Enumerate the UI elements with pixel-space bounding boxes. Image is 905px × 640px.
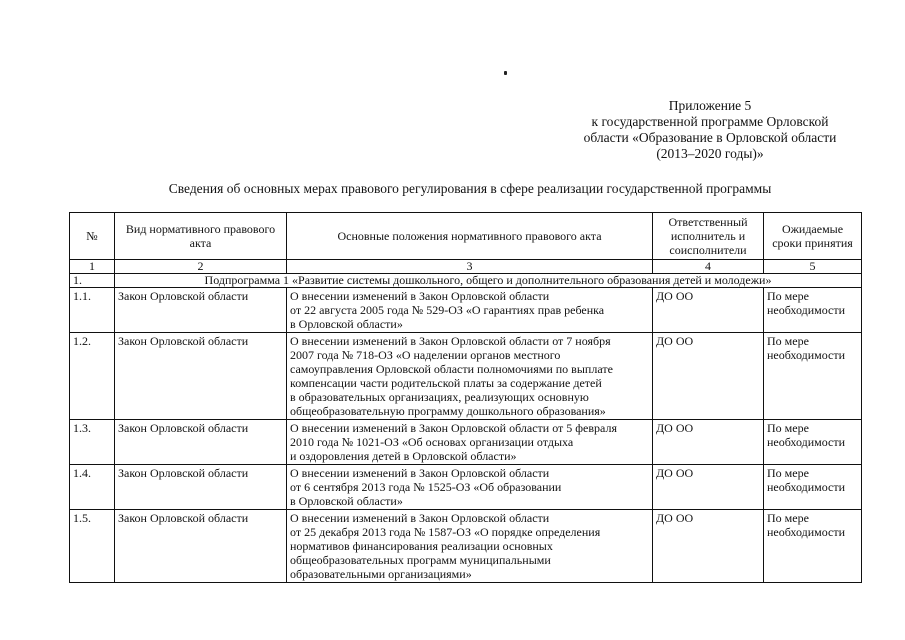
- row-provisions: О внесении изменений в Закон Орловской области от 22 августа 2005 года № 529-ОЗ «О гарантиях прав ребенка в Орловской области»: [287, 288, 653, 333]
- header-executor: Ответственный исполнитель и соисполнители: [653, 213, 764, 260]
- table-row: [70, 333, 862, 420]
- column-number-1: 1: [70, 260, 115, 274]
- row-deadline: По мере необходимости: [764, 420, 862, 465]
- row-act-type: Закон Орловской области: [115, 288, 287, 333]
- row-provisions: О внесении изменений в Закон Орловской области от 25 декабря 2013 года № 1587-ОЗ «О порядке определения нормативов финансирования реализации основных общеобразовательных программ муниципальными образовательными организациями»: [287, 510, 653, 583]
- appendix-line-4: (2013–2020 годы)»: [656, 146, 764, 161]
- document-heading: Сведения об основных мерах правового регулирования в сфере реализации государственной программы: [168, 181, 772, 196]
- table-row: [70, 288, 862, 333]
- scan-speck: [504, 71, 507, 75]
- row-act-type: Закон Орловской области: [115, 420, 287, 465]
- table-header-row: [70, 213, 862, 260]
- table-row: [70, 420, 862, 465]
- header-num: №: [70, 213, 115, 260]
- header-act-type: Вид нормативного правового акта: [115, 213, 287, 260]
- row-deadline: По мере необходимости: [764, 510, 862, 583]
- subprogram-num: 1.: [70, 274, 115, 288]
- row-act-type: Закон Орловской области: [115, 510, 287, 583]
- row-provisions: О внесении изменений в Закон Орловской области от 7 ноября 2007 года № 718-ОЗ «О наделении органов местного самоуправления Орловской области полномочиями по выплате компенсации части родительской платы за содержание детей в образовательных организациях, реализующих основную общеобразовательную программу дошкольного образования»: [287, 333, 653, 420]
- row-num: 1.3.: [70, 420, 115, 465]
- column-number-3: 3: [287, 260, 653, 274]
- row-provisions: О внесении изменений в Закон Орловской области от 6 сентября 2013 года № 1525-ОЗ «Об образовании в Орловской области»: [287, 465, 653, 510]
- row-act-type: Закон Орловской области: [115, 465, 287, 510]
- row-provisions: О внесении изменений в Закон Орловской области от 5 февраля 2010 года № 1021-ОЗ «Об основах организации отдыха и оздоровления детей в Орловской области»: [287, 420, 653, 465]
- row-executor: ДО ОО: [653, 333, 764, 420]
- column-number-2: 2: [115, 260, 287, 274]
- row-executor: ДО ОО: [653, 510, 764, 583]
- row-act-type: Закон Орловской области: [115, 333, 287, 420]
- row-executor: ДО ОО: [653, 420, 764, 465]
- row-num: 1.5.: [70, 510, 115, 583]
- table-row: [70, 510, 862, 583]
- row-executor: ДО ОО: [653, 465, 764, 510]
- header-deadline: Ожидаемые сроки принятия: [764, 213, 862, 260]
- appendix-line-3: области «Образование в Орловской области: [583, 130, 837, 145]
- appendix-line-2: к государственной программе Орловской: [591, 114, 829, 129]
- row-num: 1.2.: [70, 333, 115, 420]
- row-executor: ДО ОО: [653, 288, 764, 333]
- row-num: 1.1.: [70, 288, 115, 333]
- column-number-4: 4: [653, 260, 764, 274]
- table-row: [70, 465, 862, 510]
- row-num: 1.4.: [70, 465, 115, 510]
- appendix-line-1: Приложение 5: [668, 98, 752, 113]
- appendix-caption: [560, 98, 860, 162]
- header-provisions: Основные положения нормативного правового акта: [287, 213, 653, 260]
- subprogram-title: Подпрограмма 1 «Развитие системы дошкольного, общего и дополнительного образования детей и молодежи»: [115, 274, 862, 288]
- row-deadline: По мере необходимости: [764, 288, 862, 333]
- row-deadline: По мере необходимости: [764, 333, 862, 420]
- row-deadline: По мере необходимости: [764, 465, 862, 510]
- column-number-5: 5: [764, 260, 862, 274]
- legal-measures-table: [69, 212, 862, 583]
- subprogram-row: [70, 274, 862, 288]
- column-number-row: [70, 260, 862, 274]
